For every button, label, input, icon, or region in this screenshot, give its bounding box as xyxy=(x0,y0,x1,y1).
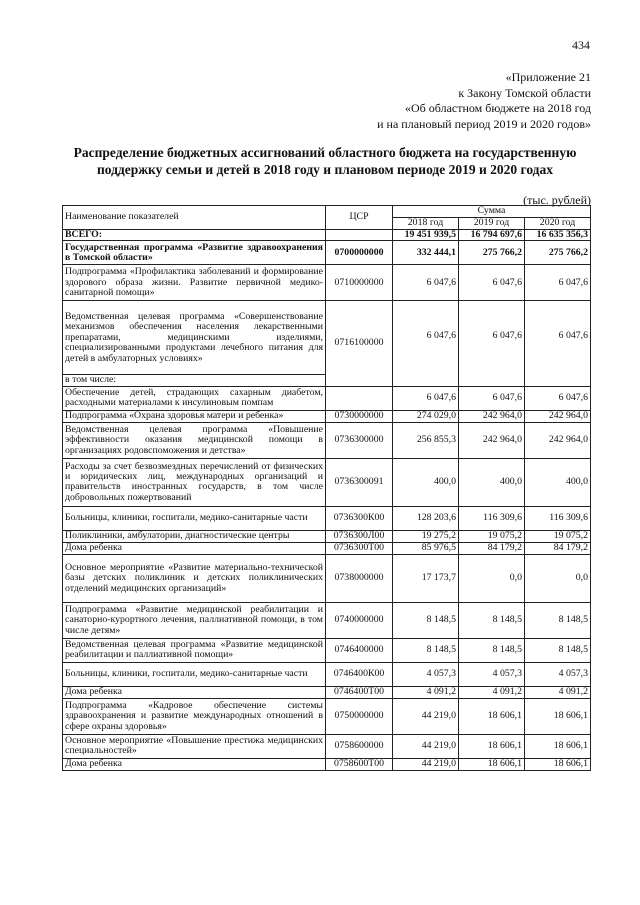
row-code: 0738000000 xyxy=(326,554,393,602)
row-value-2019: 400,0 xyxy=(459,458,525,506)
appendix-line: «Приложение 21 xyxy=(505,70,591,84)
row-value-2020: 242 964,0 xyxy=(525,422,591,458)
table-row xyxy=(63,554,591,602)
row-value-2018: 128 203,6 xyxy=(393,506,459,530)
row-value-2018: 6 047,6 xyxy=(393,265,459,301)
table-row xyxy=(63,698,591,734)
table-row xyxy=(63,458,591,506)
row-name: Подпрограмма «Развитие медицинской реабилитации и санаторно-курортного лечения, паллиативной помощи, в том числе детям» xyxy=(63,602,326,638)
row-code xyxy=(326,230,393,241)
table-row xyxy=(63,542,591,554)
row-value-2018: 274 029,0 xyxy=(393,410,459,422)
table-row xyxy=(63,410,591,422)
row-value-2019: 18 606,1 xyxy=(459,734,525,758)
row-value-2020: 18 606,1 xyxy=(525,698,591,734)
table-row xyxy=(63,530,591,542)
row-code: 0746400Т00 xyxy=(326,686,393,698)
table-row xyxy=(63,422,591,458)
row-value-2018: 4 091,2 xyxy=(393,686,459,698)
row-value-2019: 116 309,6 xyxy=(459,506,525,530)
row-name: Подпрограмма «Кадровое обеспечение системы здравоохранения и развитие международных отношений в сфере охраны здоровья» xyxy=(63,698,326,734)
row-code: 0736300Л00 xyxy=(326,530,393,542)
row-name: Подпрограмма «Профилактика заболеваний и формирование здорового образа жизни. Развитие первичной медико-санитарной помощи» xyxy=(63,265,326,301)
row-name: Подпрограмма «Охрана здоровья матери и ребенка» xyxy=(63,410,326,422)
row-name: ВСЕГО: xyxy=(63,230,326,241)
row-value-2019: 18 606,1 xyxy=(459,758,525,770)
row-code: 0750000000 xyxy=(326,698,393,734)
table-row xyxy=(63,662,591,686)
row-value-2019: 6 047,6 xyxy=(459,386,525,410)
appendix-line: и на плановый период 2019 и 2020 годов» xyxy=(377,116,591,131)
title-line: поддержку семьи и детей в 2018 году и плановом периоде 2019 и 2020 годах xyxy=(96,162,554,177)
row-value-2018: 8 148,5 xyxy=(393,602,459,638)
row-name: Поликлиники, амбулатории, диагностические центры xyxy=(63,530,326,542)
row-value-2018: 44 219,0 xyxy=(393,758,459,770)
row-code: 0736300Т00 xyxy=(326,542,393,554)
row-value-2019: 0,0 xyxy=(459,554,525,602)
row-value-2019: 18 606,1 xyxy=(459,698,525,734)
row-code: 0710000000 xyxy=(326,265,393,301)
row-name: Ведомственная целевая программа «Развитие медицинской реабилитации и паллиативной помощи» xyxy=(63,638,326,662)
row-code: 0746400К00 xyxy=(326,662,393,686)
row-name: Государственная программа «Развитие здравоохранения в Томской области» xyxy=(63,241,326,265)
header-year-2018: 2018 год xyxy=(393,218,459,230)
row-code: 0716100000 xyxy=(326,301,393,386)
row-value-2020: 275 766,2 xyxy=(525,241,591,265)
row-value-2018: 17 173,7 xyxy=(393,554,459,602)
row-value-2018: 332 444,1 xyxy=(393,241,459,265)
table-row xyxy=(63,686,591,698)
row-value-2020: 242 964,0 xyxy=(525,410,591,422)
row-value-2018: 19 451 939,5 xyxy=(393,230,459,241)
row-code: 0746400000 xyxy=(326,638,393,662)
row-value-2018: 85 976,5 xyxy=(393,542,459,554)
row-value-2020: 16 635 356,3 xyxy=(525,230,591,241)
row-name: Ведомственная целевая программа «Повышение эффективности оказания медицинской помощи в организациях родовспоможения и детства» xyxy=(63,422,326,458)
row-value-2020: 116 309,6 xyxy=(525,506,591,530)
row-value-2020: 400,0 xyxy=(525,458,591,506)
table-row xyxy=(63,301,591,375)
row-value-2019: 8 148,5 xyxy=(459,638,525,662)
row-value-2020: 18 606,1 xyxy=(525,758,591,770)
row-code: 0736300К00 xyxy=(326,506,393,530)
row-code: 0740000000 xyxy=(326,602,393,638)
row-name: Основное мероприятие «Развитие материально-технической базы детских поликлиник и детских поликлинических отделений медицинских организаций» xyxy=(63,554,326,602)
page-number: 434 xyxy=(572,38,590,52)
units-label: (тыс. рублей) xyxy=(523,193,591,207)
row-value-2018: 8 148,5 xyxy=(393,638,459,662)
row-value-2019: 6 047,6 xyxy=(459,265,525,301)
row-name: Дома ребенка xyxy=(63,686,326,698)
budget-table xyxy=(62,205,591,771)
row-value-2019: 275 766,2 xyxy=(459,241,525,265)
table-row xyxy=(63,638,591,662)
row-value-2019: 242 964,0 xyxy=(459,422,525,458)
table-row xyxy=(63,241,591,265)
header-code: ЦСР xyxy=(326,206,393,230)
header-year-2019: 2019 год xyxy=(459,218,525,230)
row-code: 0736300000 xyxy=(326,422,393,458)
row-value-2020: 6 047,6 xyxy=(525,386,591,410)
row-value-2018: 19 275,2 xyxy=(393,530,459,542)
row-name: Больницы, клиники, госпитали, медико-санитарные части xyxy=(63,662,326,686)
row-code: 0758600000 xyxy=(326,734,393,758)
row-value-2020: 4 091,2 xyxy=(525,686,591,698)
row-value-2018: 256 855,3 xyxy=(393,422,459,458)
row-value-2018: 44 219,0 xyxy=(393,734,459,758)
row-name: в том числе: xyxy=(63,375,326,386)
row-value-2019: 4 091,2 xyxy=(459,686,525,698)
document-title xyxy=(50,144,600,178)
row-value-2020: 84 179,2 xyxy=(525,542,591,554)
row-value-2019: 242 964,0 xyxy=(459,410,525,422)
table-row xyxy=(63,602,591,638)
header-year-2020: 2020 год xyxy=(525,218,591,230)
row-name: Дома ребенка xyxy=(63,542,326,554)
row-value-2018: 400,0 xyxy=(393,458,459,506)
row-value-2020: 4 057,3 xyxy=(525,662,591,686)
row-value-2018: 6 047,6 xyxy=(393,386,459,410)
row-value-2019: 19 075,2 xyxy=(459,530,525,542)
row-value-2019: 4 057,3 xyxy=(459,662,525,686)
row-value-2018: 44 219,0 xyxy=(393,698,459,734)
appendix-line: «Об областном бюджете на 2018 год xyxy=(405,101,591,115)
row-value-2019: 16 794 697,6 xyxy=(459,230,525,241)
row-name: Обеспечение детей, страдающих сахарным диабетом, расходными материалами к инсулиновым помпам xyxy=(63,386,326,410)
row-value-2020: 19 075,2 xyxy=(525,530,591,542)
row-name: Ведомственная целевая программа «Совершенствование механизмов обеспечения населения лекарственными препаратами, медицинскими изделиями, специализированными продуктами лечебного питания для детей в амбулаторных условиях» xyxy=(63,301,326,375)
row-value-2019: 8 148,5 xyxy=(459,602,525,638)
row-value-2020: 0,0 xyxy=(525,554,591,602)
table-row xyxy=(63,265,591,301)
table-row xyxy=(63,506,591,530)
appendix-block xyxy=(377,70,591,132)
row-value-2020: 6 047,6 xyxy=(525,265,591,301)
row-value-2020: 6 047,6 xyxy=(525,301,591,386)
row-value-2019: 6 047,6 xyxy=(459,301,525,386)
row-value-2019: 84 179,2 xyxy=(459,542,525,554)
row-value-2020: 8 148,5 xyxy=(525,638,591,662)
appendix-line: к Закону Томской области xyxy=(458,85,591,100)
total-row xyxy=(63,230,591,241)
title-line: Распределение бюджетных ассигнований областного бюджета на государственную xyxy=(73,145,577,160)
row-name: Основное мероприятие «Повышение престижа медицинских специальностей» xyxy=(63,734,326,758)
row-value-2020: 18 606,1 xyxy=(525,734,591,758)
row-value-2018: 6 047,6 xyxy=(393,301,459,386)
row-code: 0758600Т00 xyxy=(326,758,393,770)
row-code: 0700000000 xyxy=(326,241,393,265)
table-row xyxy=(63,734,591,758)
row-value-2020: 8 148,5 xyxy=(525,602,591,638)
table-row xyxy=(63,758,591,770)
row-code: 0730000000 xyxy=(326,410,393,422)
header-sum: Сумма xyxy=(393,206,591,218)
row-name: Расходы за счет безвозмездных перечислений от физических и юридических лиц, международных организаций и правительств иностранных государств, в том числе добровольных пожертвований xyxy=(63,458,326,506)
table-row xyxy=(63,386,591,410)
row-code: 0736300091 xyxy=(326,458,393,506)
row-value-2018: 4 057,3 xyxy=(393,662,459,686)
row-name: Дома ребенка xyxy=(63,758,326,770)
header-name: Наименование показателей xyxy=(63,206,326,230)
row-code xyxy=(326,386,393,410)
row-name: Больницы, клиники, госпитали, медико-санитарные части xyxy=(63,506,326,530)
